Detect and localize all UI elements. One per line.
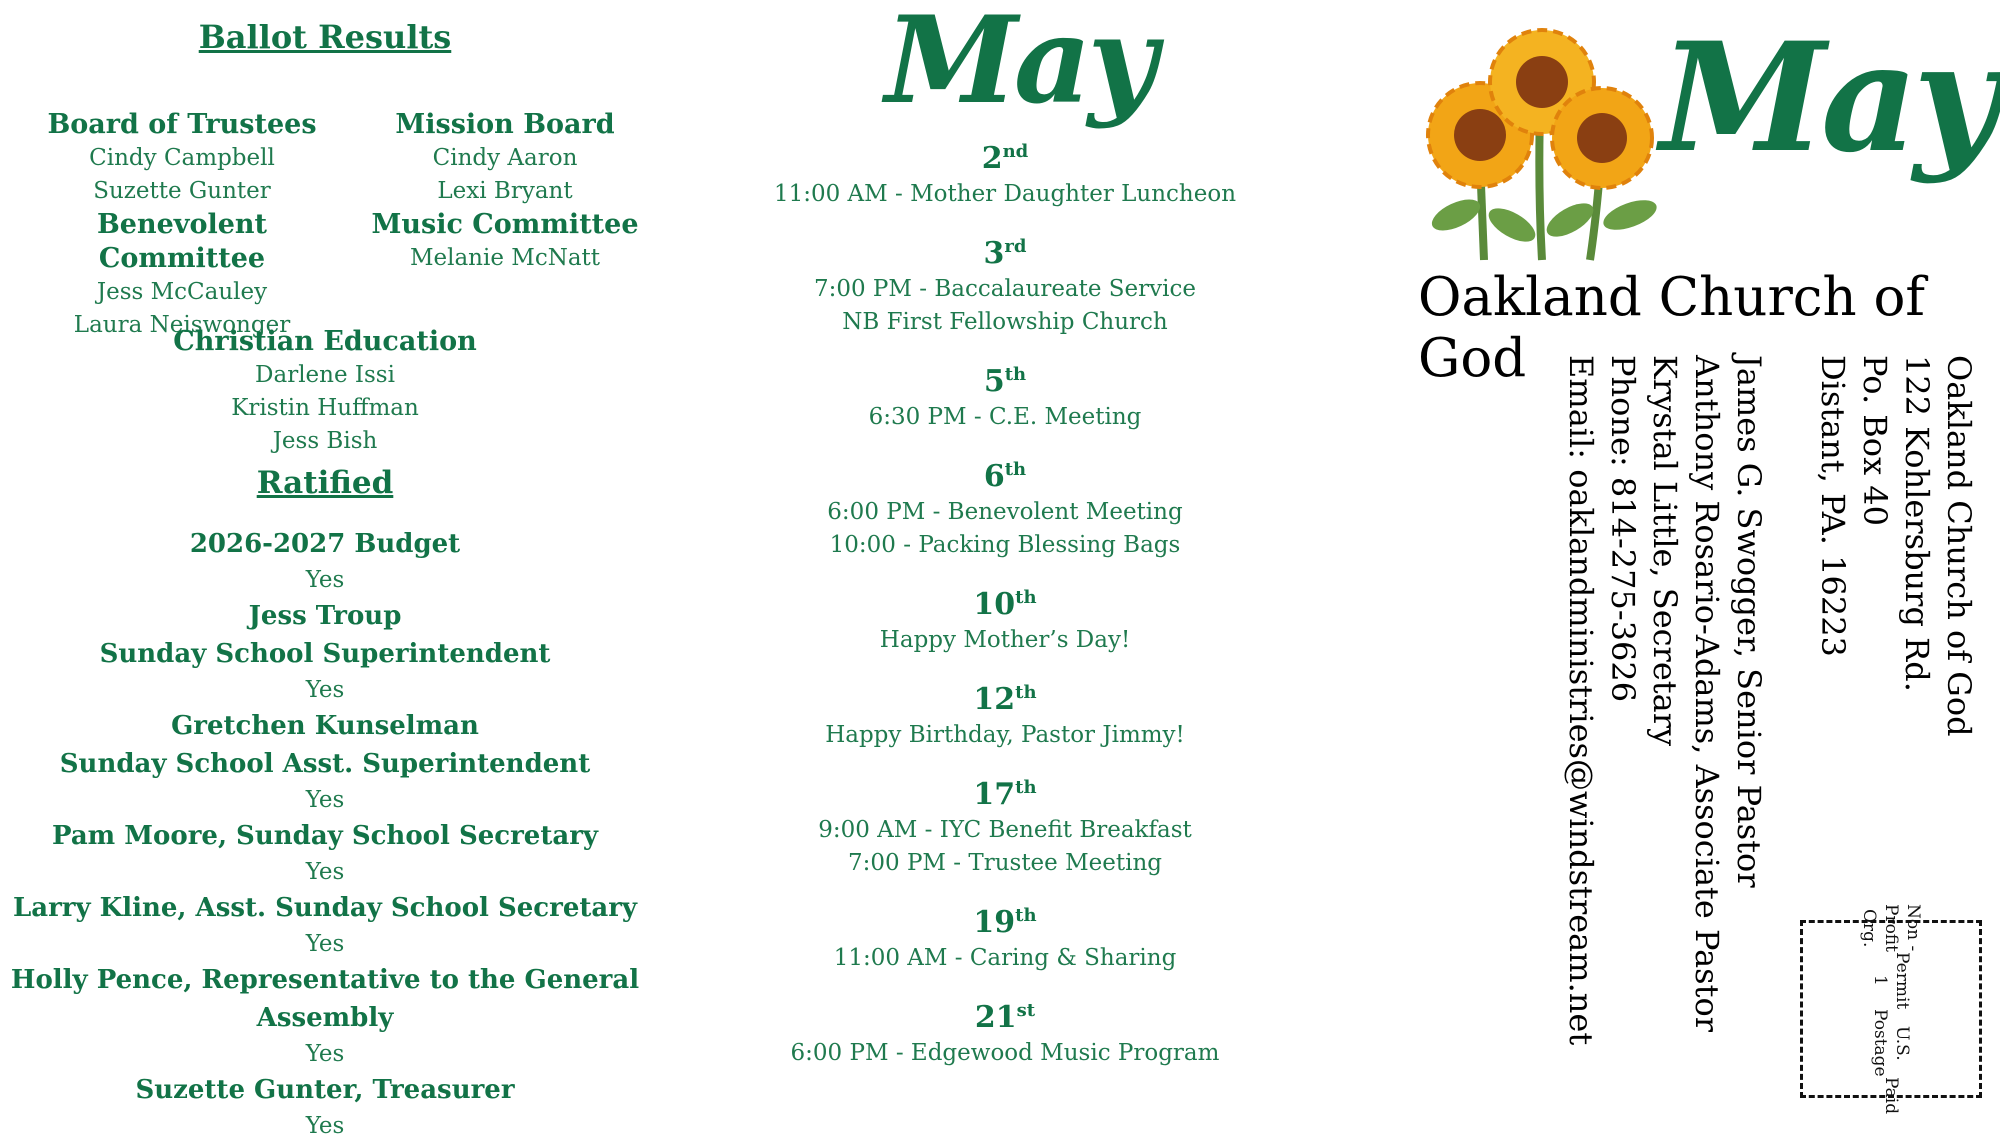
ratified-result: Yes — [305, 677, 345, 703]
member-name: Jess Bish — [272, 428, 378, 454]
flower-center — [1516, 56, 1568, 108]
event-item — [765, 999, 1245, 1070]
event-item — [765, 140, 1245, 211]
ratified-item: 2026-2027 Budget — [189, 529, 461, 559]
permit-line: Non - Profit Org. — [1859, 904, 1923, 952]
member-name: Darlene Issi — [255, 362, 395, 388]
ratified-result: Yes — [305, 859, 345, 885]
mailer-month-title: May — [1660, 10, 1996, 186]
flower-center — [1577, 113, 1627, 163]
ratified-item: Suzette Gunter, Treasurer — [135, 1075, 515, 1105]
section-heading: Christian Education — [173, 326, 477, 357]
ratified-item: Gretchen Kunselman — [171, 711, 479, 741]
event-text: NB First Fellowship Church — [842, 309, 1168, 335]
section-heading: Mission Board — [395, 109, 615, 140]
event-text: Happy Mother’s Day! — [879, 627, 1131, 653]
calendar-month-title: May — [885, 0, 1154, 131]
section-heading: Board of Trustees — [47, 109, 317, 140]
ballot-panel — [0, 0, 650, 1143]
event-text: 7:00 PM - Baccalaureate Service — [813, 276, 1197, 302]
event-item — [765, 235, 1245, 339]
leaf — [1427, 193, 1484, 237]
event-date: 21st — [974, 1000, 1036, 1035]
event-list — [765, 140, 1245, 1094]
event-text: 10:00 - Packing Blessing Bags — [829, 532, 1181, 558]
address-line: Distant, PA. 16223 — [1814, 355, 1852, 657]
ratified-result: Yes — [305, 931, 345, 957]
mailer-panel — [1400, 0, 2000, 1143]
member-name: Kristin Huffman — [231, 395, 419, 421]
ratified-item: Assembly — [256, 1003, 394, 1033]
sunflowers-illustration — [1420, 20, 1680, 270]
member-name: Lexi Bryant — [437, 178, 573, 204]
postage-permit-box — [1800, 904, 1982, 1114]
event-text: 11:00 AM - Mother Daughter Luncheon — [773, 181, 1237, 207]
event-item — [765, 904, 1245, 975]
staff-line: James G. Swogger, Senior Pastor — [1730, 355, 1768, 888]
event-date: 10th — [973, 587, 1037, 622]
permit-line: Paid — [1881, 1076, 1901, 1114]
ratified-item: Larry Kline, Asst. Sunday School Secretary — [12, 893, 638, 923]
member-name: Laura Neiswonger — [73, 312, 291, 338]
event-text: 11:00 AM - Caring & Sharing — [833, 945, 1177, 971]
permit-line: U.S. Postage — [1870, 1009, 1912, 1077]
ballot-column-left — [22, 108, 342, 342]
permit-line: Permit 1 — [1870, 951, 1912, 1010]
event-date: 12th — [973, 682, 1037, 717]
event-date: 19th — [973, 905, 1037, 940]
ratified-item: Holly Pence, Representative to the General — [10, 965, 640, 995]
ratified-result: Yes — [305, 787, 345, 813]
ratified-result: Yes — [305, 567, 345, 593]
leaf — [1600, 194, 1661, 236]
address-line: Oakland Church of God — [1940, 355, 1978, 737]
event-text: 6:00 PM - Benevolent Meeting — [827, 499, 1183, 525]
event-text: 6:00 PM - Edgewood Music Program — [790, 1040, 1220, 1066]
address-line: 122 Kohlersburg Rd. — [1898, 355, 1936, 692]
event-text: 7:00 PM - Trustee Meeting — [847, 850, 1162, 876]
member-name: Suzette Gunter — [93, 178, 271, 204]
event-text: Happy Birthday, Pastor Jimmy! — [825, 722, 1185, 748]
ratified-item: Pam Moore, Sunday School Secretary — [51, 821, 598, 851]
ratified-title: Ratified — [256, 465, 394, 501]
member-name: Cindy Aaron — [432, 145, 578, 171]
member-name: Jess McCauley — [96, 279, 268, 305]
flower-center — [1454, 109, 1506, 161]
ratified-item: Sunday School Superintendent — [99, 639, 551, 669]
address-line: Po. Box 40 — [1856, 355, 1894, 526]
ratified-item: Sunday School Asst. Superintendent — [59, 749, 591, 779]
event-date: 2nd — [981, 141, 1029, 176]
member-name: Cindy Campbell — [89, 145, 275, 171]
event-item — [765, 681, 1245, 752]
staff-line: Email: oaklandministries@windstream.net — [1562, 355, 1600, 1046]
event-text: 6:30 PM - C.E. Meeting — [868, 404, 1142, 430]
event-date: 17th — [973, 777, 1037, 812]
member-name: Melanie McNatt — [409, 245, 601, 271]
staff-line: Anthony Rosario-Adams, Associate Pastor — [1688, 355, 1726, 1032]
section-heading: Music Committee — [371, 209, 639, 240]
ballot-column-right — [345, 108, 665, 275]
ratified-list — [0, 525, 650, 1143]
leaf — [1483, 202, 1540, 249]
event-item — [765, 586, 1245, 657]
event-date: 3rd — [983, 236, 1027, 271]
ballot-title: Ballot Results — [198, 18, 452, 56]
ratified-result: Yes — [305, 1041, 345, 1067]
church-name: Oakland Church of God — [1418, 267, 1925, 389]
christian-education-section — [0, 325, 650, 458]
event-text: 9:00 AM - IYC Benefit Breakfast — [818, 817, 1192, 843]
event-item — [765, 363, 1245, 434]
event-item — [765, 776, 1245, 880]
event-date: 5th — [983, 364, 1027, 399]
staff-line: Krystal Little, Secretary — [1646, 355, 1684, 747]
ratified-item: Jess Troup — [248, 601, 402, 631]
section-heading: Benevolent Committee — [96, 209, 268, 274]
staff-line: Phone: 814-275-3626 — [1604, 355, 1642, 703]
calendar-panel — [765, 0, 1245, 1143]
event-item — [765, 458, 1245, 562]
ratified-result: Yes — [305, 1113, 345, 1139]
event-date: 6th — [983, 459, 1027, 494]
